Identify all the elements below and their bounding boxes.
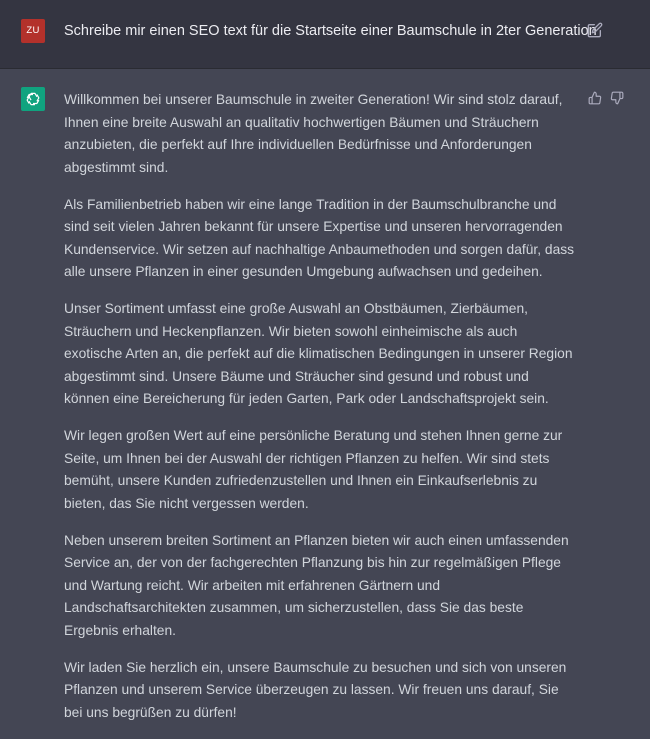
paragraph: Willkommen bei unserer Baumschule in zweiter Generation! Wir sind stolz darauf, Ihnen eine breite Auswahl an qualitativ hochwertigen Bäumen und Sträuchern anzubieten, die perfekt auf Ihre individuellen Bedürfnisse und Anforderungen abgestimmt sind. (64, 92, 563, 175)
user-message-row (0, 0, 650, 69)
thumbs-up-icon[interactable] (588, 91, 602, 105)
paragraph: Wir laden Sie herzlich ein, unsere Baumschule zu besuchen und sich von unseren Pflanzen und unserem Service überzeugen zu lassen. Wir freuen uns darauf, Sie bei uns begrüßen zu dürfen! (64, 659, 567, 720)
edit-icon[interactable] (587, 22, 603, 38)
assistant-message-text (64, 89, 576, 739)
user-avatar: ZU (21, 19, 45, 43)
paragraph: Wir legen großen Wert auf eine persönliche Beratung und stehen Ihnen gerne zur Seite, um Ihnen bei der Auswahl der richtigen Pflanzen zu helfen. Wir sind stets bemüht, unsere Kunden zufriedenzustellen und Ihnen ein Einkaufserlebnis zu bieten, das Sie nicht vergessen werden. (64, 428, 563, 511)
thumbs-down-icon[interactable] (610, 91, 624, 105)
assistant-message-row (0, 69, 650, 727)
paragraph: Als Familienbetrieb haben wir eine lange Tradition in der Baumschulbranche und sind seit vielen Jahren bekannt für unsere Expertise und unseren hervorragenden Kundenservice. Wir setzen auf nachhaltige Anbaumethoden und sorgen dafür, dass alle unsere Pflanzen in einer gesunden Umgebung aufwachsen und gedeihen. (64, 196, 575, 279)
openai-logo-icon (21, 87, 45, 111)
paragraph: Neben unserem breiten Sortiment an Pflanzen bieten wir auch einen umfassenden Service an, der von der fachgerechten Pflanzung bis hin zur regelmäßigen Pflege und Wartung reicht. Wir arbeiten mit erfahrenen Gärtnern und Landschaftsarchitekten zusammen, um sicherzustellen, dass Sie das beste Ergebnis erhalten. (64, 532, 569, 638)
user-message-text: Schreibe mir einen SEO text für die Startseite einer Baumschule in 2ter Generation (64, 23, 597, 39)
paragraph: Unser Sortiment umfasst eine große Auswahl an Obstbäumen, Zierbäumen, Sträuchern und Heckenpflanzen. Wir bieten sowohl einheimische als auch exotische Arten an, die perfekt auf die klimatischen Bedingungen in unserer Region abgestimmt sind. Unsere Bäume und Sträucher sind gesund und robust und können eine Bereicherung für jeden Garten, Park oder Landschaftsprojekt sein. (64, 301, 573, 406)
